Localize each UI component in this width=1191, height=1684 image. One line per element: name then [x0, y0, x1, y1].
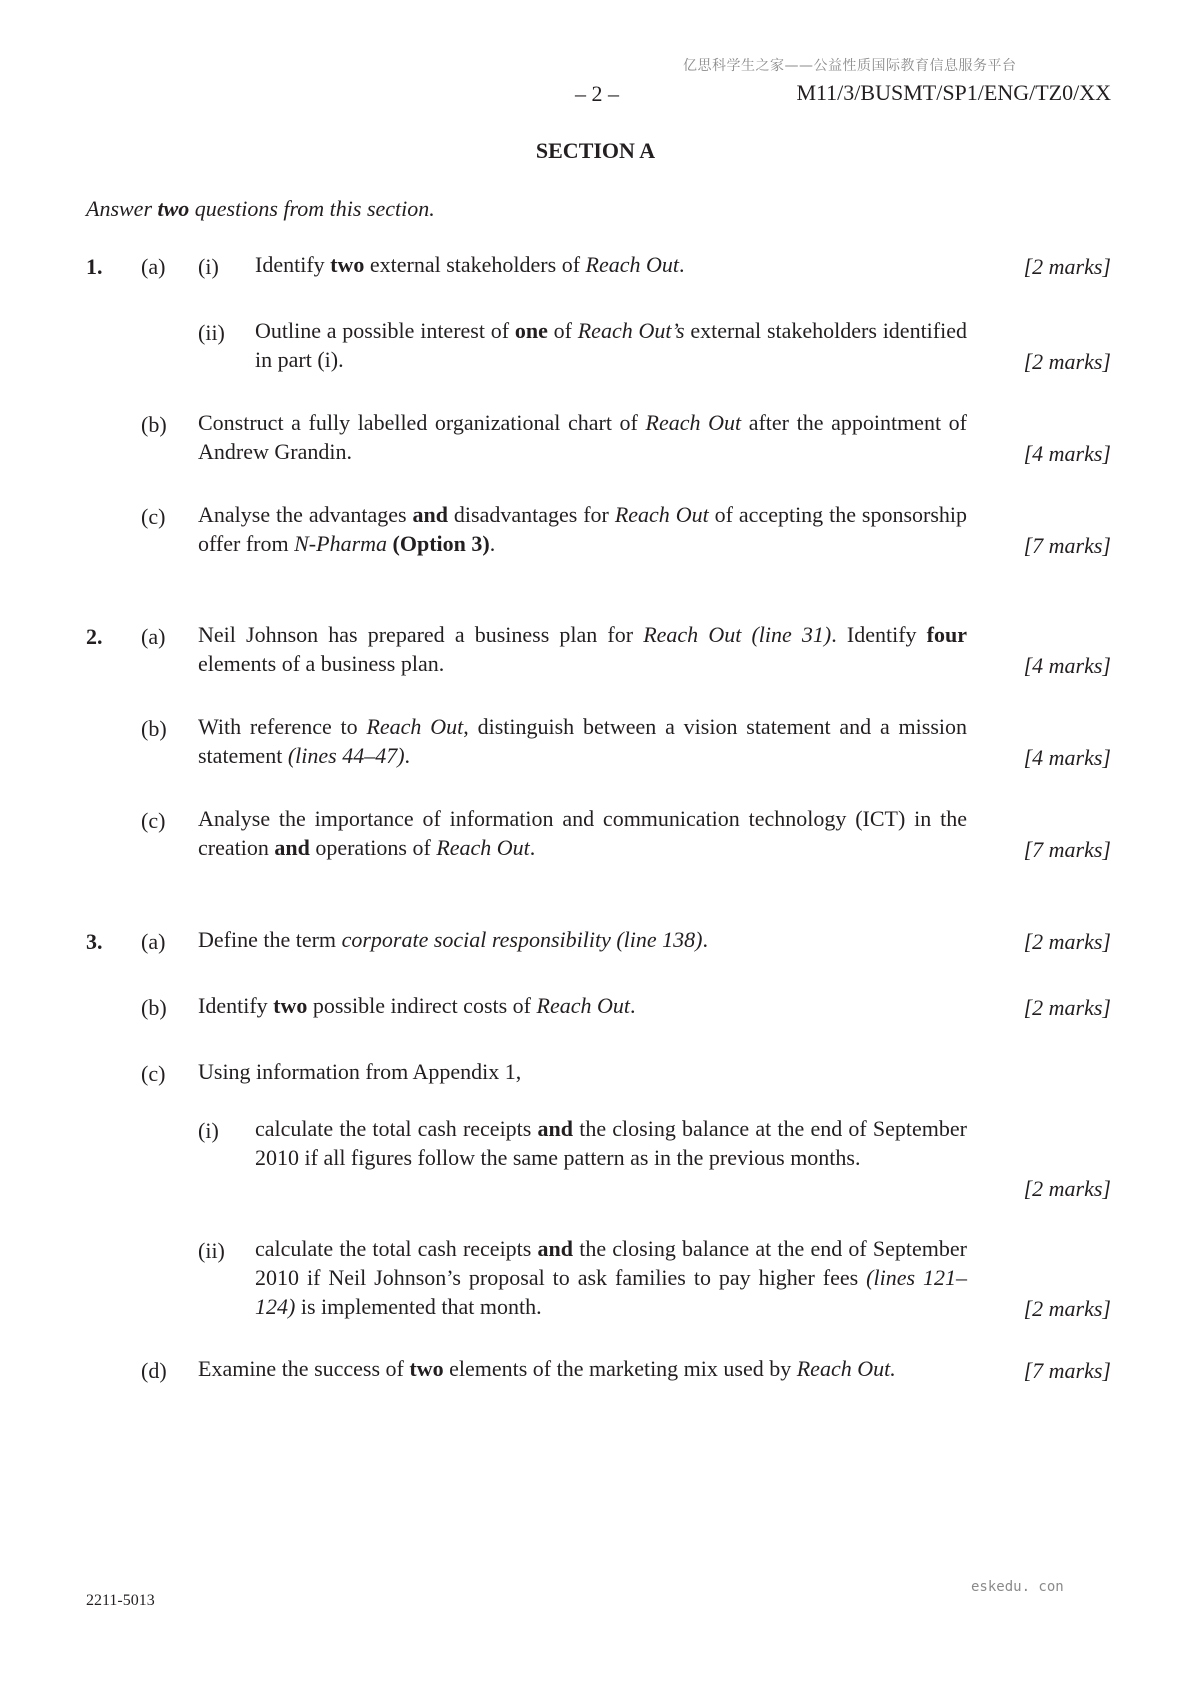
subpart-label: (i) — [198, 254, 219, 279]
marks-label: [2 marks] — [1023, 254, 1111, 279]
marks-label: [7 marks] — [1023, 533, 1111, 558]
question-text: Define the term corporate social responsibility (line 138). — [198, 927, 708, 952]
part-label: (a) — [141, 624, 166, 649]
question-text: Analyse the advantages and disadvantages for Reach Out of accepting the sponsorship offer from N-Pharma (Option 3). — [198, 502, 968, 556]
marks-label: [4 marks] — [1023, 745, 1111, 770]
watermark-bottom: eskedu. con — [971, 1579, 1064, 1595]
marks-label: [2 marks] — [1023, 349, 1111, 374]
part-label: (b) — [141, 412, 167, 437]
section-title: SECTION A — [535, 138, 656, 163]
question-text: calculate the total cash receipts and the closing balance at the end of September 2010 if Neil Johnson’s proposal to ask families to pay higher fees (lines 121–124) is implemented that month. — [255, 1236, 967, 1319]
part-label: (c) — [141, 1061, 166, 1086]
paper-code: M11/3/BUSMT/SP1/ENG/TZ0/XX — [796, 80, 1111, 105]
subpart-label: (i) — [198, 1118, 219, 1143]
question-text: Identify two possible indirect costs of Reach Out. — [198, 993, 636, 1018]
question-text: Examine the success of two elements of the marketing mix used by Reach Out. — [198, 1356, 896, 1381]
question-text: Neil Johnson has prepared a business plan for Reach Out (line 31). Identify four elements of a business plan. — [198, 622, 967, 676]
part-label: (a) — [141, 254, 166, 279]
watermark-top: 亿思科学生之家——公益性质国际教育信息服务平台 — [683, 58, 1017, 74]
part-label: (c) — [141, 808, 166, 833]
part-label: (a) — [141, 929, 166, 954]
part-label: (b) — [141, 716, 167, 741]
marks-label: [4 marks] — [1023, 441, 1111, 466]
question-text: Identify two external stakeholders of Reach Out. — [255, 252, 685, 277]
subpart-label: (ii) — [198, 1238, 225, 1263]
question-text: Analyse the importance of information and communication technology (ICT) in the creation and operations of Reach Out. — [198, 806, 967, 860]
part-label: (d) — [141, 1358, 167, 1383]
marks-label: [7 marks] — [1023, 837, 1111, 862]
section-instruction: Answer two questions from this section. — [86, 196, 435, 221]
marks-label: [4 marks] — [1023, 653, 1111, 678]
marks-label: [2 marks] — [1023, 929, 1111, 954]
question-text: Construct a fully labelled organizational chart of Reach Out after the appointment of Andrew Grandin. — [198, 410, 967, 464]
page-number: – 2 – — [575, 81, 619, 106]
question-number: 2. — [86, 624, 103, 649]
part-label: (b) — [141, 995, 167, 1020]
question-text: With reference to Reach Out, distinguish between a vision statement and a mission statement (lines 44–47). — [198, 714, 967, 768]
footer-code: 2211-5013 — [86, 1592, 155, 1609]
part-label: (c) — [141, 504, 166, 529]
marks-label: [7 marks] — [1023, 1358, 1111, 1383]
marks-label: [2 marks] — [1023, 995, 1111, 1020]
marks-label: [2 marks] — [1023, 1296, 1111, 1321]
question-text: Using information from Appendix 1, — [198, 1059, 522, 1084]
question-text: Outline a possible interest of one of Reach Out’s external stakeholders identified in part (i). — [255, 318, 967, 372]
subpart-label: (ii) — [198, 320, 225, 345]
question-number: 3. — [86, 929, 103, 954]
question-text: calculate the total cash receipts and the closing balance at the end of September 2010 if all figures follow the same pattern as in the previous months. — [255, 1116, 967, 1170]
question-number: 1. — [86, 254, 103, 279]
marks-label: [2 marks] — [1023, 1176, 1111, 1201]
